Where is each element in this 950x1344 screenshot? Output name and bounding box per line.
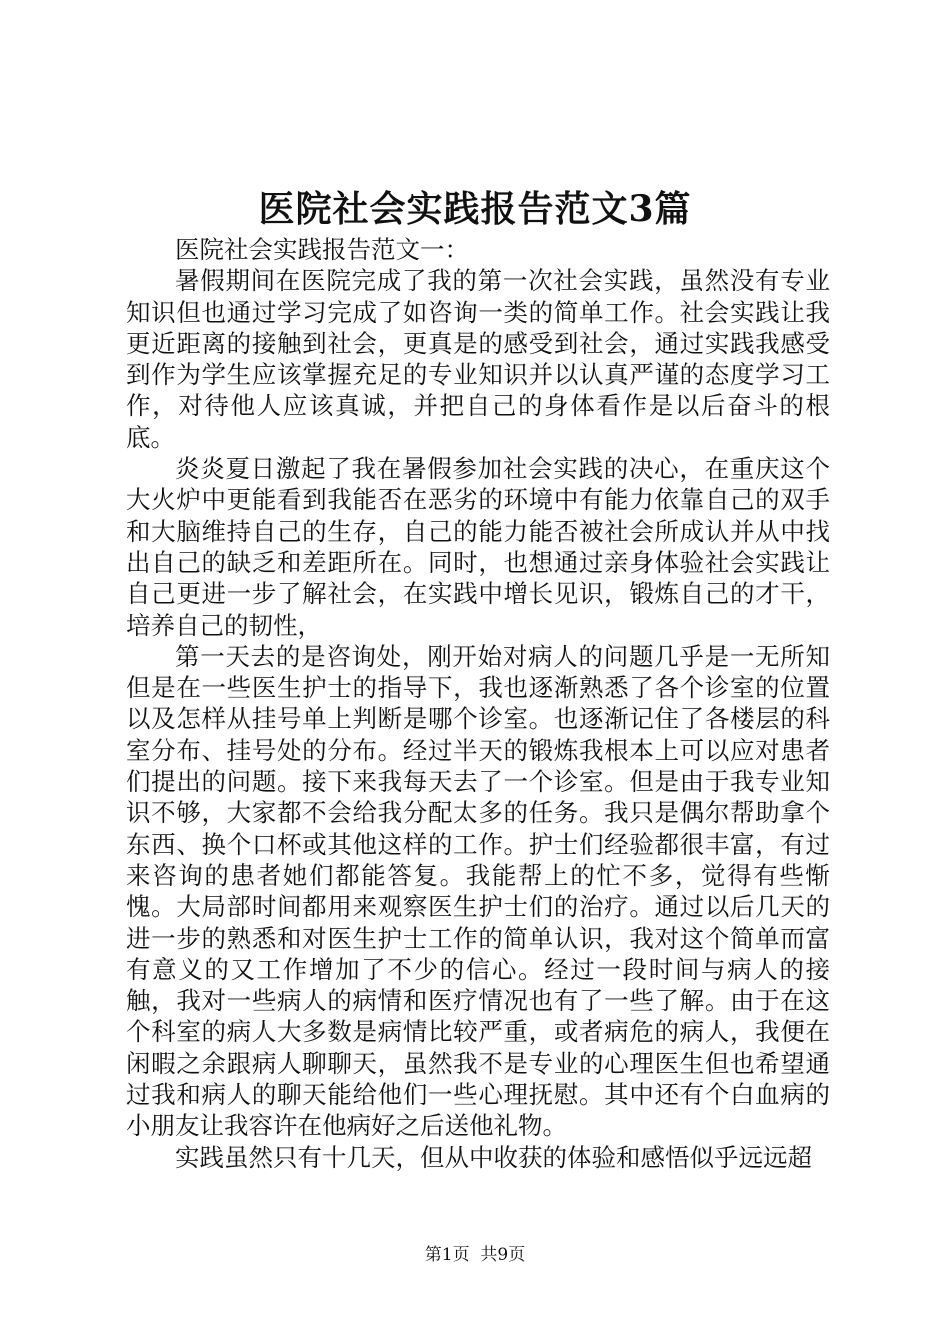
paragraph-section-heading: 医院社会实践报告范文一： <box>175 235 469 264</box>
page-number: 第1页 <box>424 1245 470 1265</box>
document-title: 医院社会实践报告范文3篇 <box>258 188 692 230</box>
paragraph: 实践虽然只有十几天，但从中收获的体验和感悟似乎远远超 <box>175 1142 812 1172</box>
page-footer <box>0 1244 950 1266</box>
paragraph: 炎炎夏日激起了我在暑假参加社会实践的决心，在重庆这个大火炉中更能看到我能否在恶劣的环境中有能力依靠自己的双手和大脑维持自己的生存，自己的能力能否被社会所成认并从中找出自己的缺乏和差距所在。同时，也想通过亲身体验社会实践让自己更进一步了解社会，在实践中增长见识，锻炼自己的才干，培养自己的韧性， <box>126 454 830 640</box>
document-body <box>126 234 830 1173</box>
page-total: 共9页 <box>480 1245 526 1265</box>
paragraph: 第一天去的是咨询处，刚开始对病人的问题几乎是一无所知但是在一些医生护士的指导下，我也逐渐熟悉了各个诊室的位置以及怎样从挂号单上判断是哪个诊室。也逐渐记住了各楼层的科室分布、挂号处的分布。经过半天的锻炼我根本上可以应对患者们提出的问题。接下来我每天去了一个诊室。但是由于我专业知识不够，大家都不会给我分配太多的任务。我只是偶尔帮助拿个东西、换个口杯或其他这样的工作。护士们经验都很丰富，有过来咨询的患者她们都能答复。我能帮上的忙不多，觉得有些惭愧。大局部时间都用来观察医生护士们的治疗。通过以后几天的进一步的熟悉和对医生护士工作的简单认识，我对这个简单而富有意义的又工作增加了不少的信心。经过一段时间与病人的接触，我对一些病人的病情和医疗情况也有了一些了解。由于在这个科室的病人大多数是病情比较严重，或者病危的病人，我便在闲暇之余跟病人聊聊天，虽然我不是专业的心理医生但也希望通过我和病人的聊天能给他们一些心理抚慰。其中还有个白血病的小朋友让我容许在他病好之后送他礼物。 <box>126 641 830 1141</box>
paragraph: 暑假期间在医院完成了我的第一次社会实践，虽然没有专业知识但也通过学习完成了如咨询一类的简单工作。社会实践让我更近距离的接触到社会，更真是的感受到社会，通过实践我感受到作为学生应该掌握充足的专业知识并以认真严谨的态度学习工作，对待他人应该真诚，并把自己的身体看作是以后奋斗的根底。 <box>126 266 830 452</box>
